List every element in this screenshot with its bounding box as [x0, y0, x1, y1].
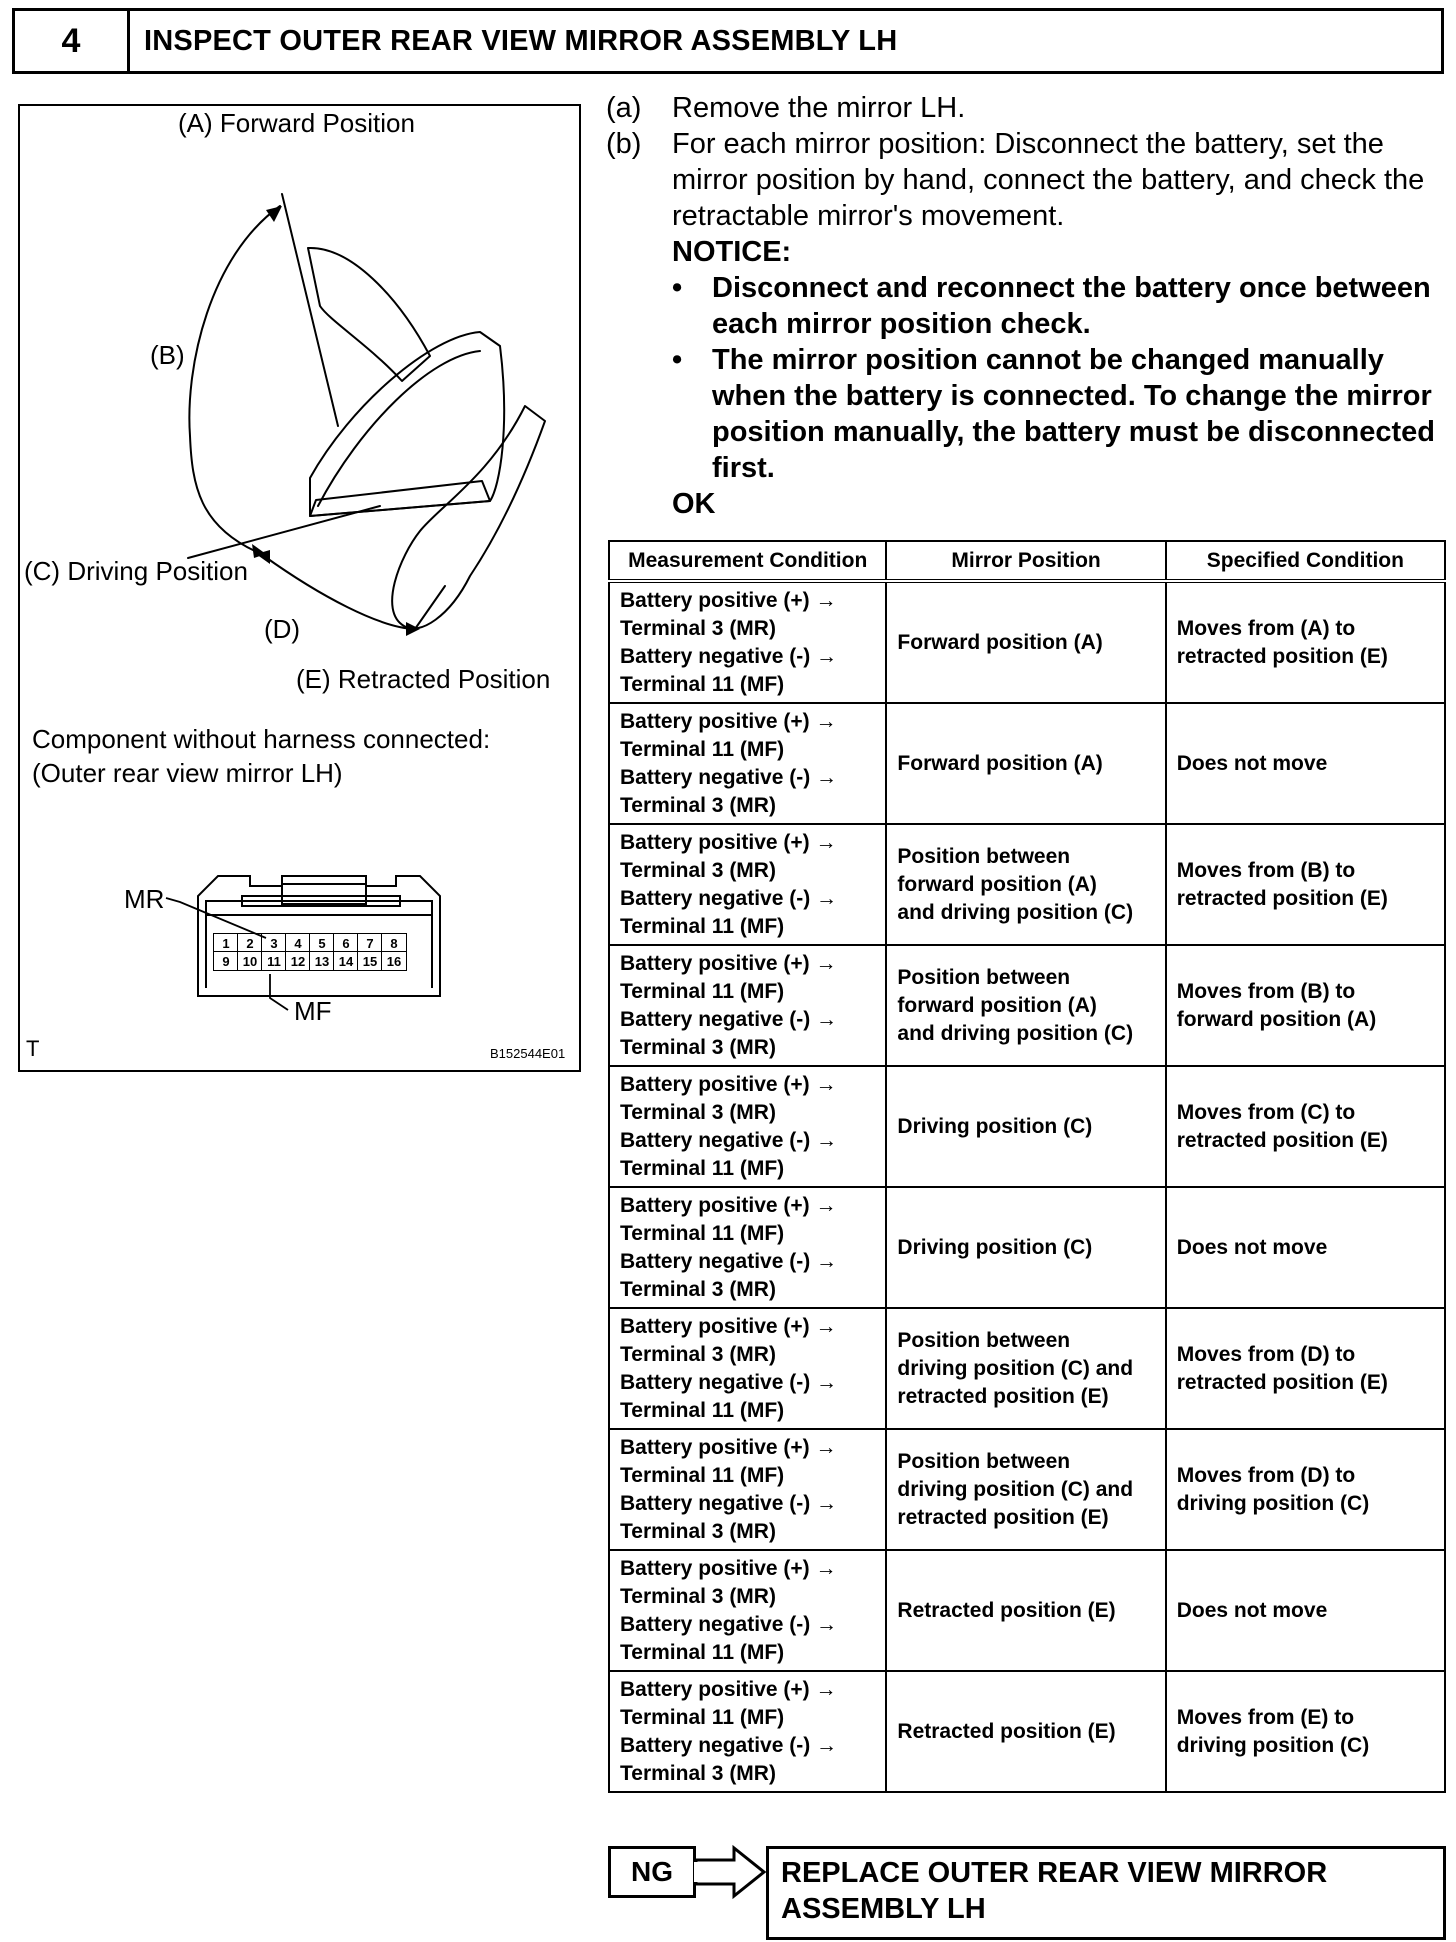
table-row	[609, 1429, 1445, 1550]
cell-line: Battery negative (-) →	[620, 1128, 838, 1152]
label-mf: MF	[294, 996, 332, 1026]
cell-line: Does not move	[1176, 751, 1328, 775]
cell-line: Terminal 11 (MF)	[620, 1640, 785, 1664]
cell-line: Terminal 11 (MF)	[620, 1463, 785, 1487]
header-measurement-condition: Measurement Condition	[609, 541, 886, 581]
pin-12: 12	[285, 951, 311, 971]
cell-line: forward position (A)	[897, 872, 1097, 896]
step-b	[606, 126, 1446, 234]
cell-line: Moves from (E) to	[1176, 1705, 1355, 1729]
cell-line: Battery positive (+) →	[620, 951, 837, 975]
cell-line: Battery negative (-) →	[620, 1249, 838, 1273]
component-caption-line1: Component without harness connected:	[32, 724, 491, 754]
notice-title: NOTICE:	[672, 236, 792, 268]
mirror-position-cell	[886, 824, 1165, 945]
cell-line: driving position (C)	[1176, 1733, 1370, 1757]
cell-line: Battery negative (-) →	[620, 1491, 838, 1515]
cell-line: Terminal 11 (MF)	[620, 672, 785, 696]
cell-line: Terminal 3 (MR)	[620, 1342, 776, 1366]
ng-arrow-icon	[694, 1844, 768, 1900]
cell-line: retracted position (E)	[897, 1384, 1109, 1408]
cell-line: Moves from (A) to	[1176, 616, 1356, 640]
connector-pins	[214, 934, 406, 970]
specification-table	[608, 540, 1446, 1793]
header-mirror-position: Mirror Position	[886, 541, 1165, 581]
mirror-housing-bottom	[392, 406, 545, 629]
label-forward-position: (A) Forward Position	[178, 108, 415, 138]
pin-11: 11	[261, 951, 287, 971]
pin-13: 13	[309, 951, 335, 971]
cell-line: Terminal 3 (MR)	[620, 1277, 776, 1301]
table-row	[609, 945, 1445, 1066]
cell-line: Forward position (A)	[897, 630, 1103, 654]
specified-condition-cell	[1166, 581, 1445, 703]
table-header-row	[609, 541, 1445, 581]
pin-14: 14	[333, 951, 359, 971]
cell-line: Position between	[897, 1449, 1071, 1473]
mirror-position-cell	[886, 703, 1165, 824]
specified-condition-cell	[1166, 1429, 1445, 1550]
mirror-drawing	[20, 106, 583, 1074]
cell-line: Terminal 11 (MF)	[620, 1705, 785, 1729]
pin-7: 7	[357, 933, 383, 953]
driving-position-line	[188, 506, 380, 558]
measurement-condition-cell	[609, 1066, 886, 1187]
pin-4: 4	[285, 933, 311, 953]
ng-action-box	[766, 1846, 1446, 1940]
cell-line: Moves from (C) to	[1176, 1100, 1356, 1124]
table-row	[609, 1671, 1445, 1792]
cell-line: Battery negative (-) →	[620, 1370, 838, 1394]
cell-line: driving position (C) and	[897, 1356, 1134, 1380]
notice-item-text: The mirror position cannot be changed manually when the battery is connected. To change the mirror position manually, the battery must be disconnected first.	[712, 344, 1435, 484]
cell-line: Battery positive (+) →	[620, 709, 837, 733]
component-caption-line2: (Outer rear view mirror LH)	[32, 758, 343, 788]
measurement-condition-cell	[609, 1187, 886, 1308]
cell-line: Does not move	[1176, 1235, 1328, 1259]
cell-line: Battery positive (+) →	[620, 830, 837, 854]
step-a-text: Remove the mirror LH.	[672, 92, 966, 124]
cell-line: retracted position (E)	[1176, 1128, 1388, 1152]
step-number: 4	[15, 11, 130, 71]
mirror-position-cell	[886, 1671, 1165, 1792]
bullet-symbol: •	[672, 272, 683, 304]
mirror-position-cell	[886, 1429, 1165, 1550]
specified-condition-cell	[1166, 824, 1445, 945]
mirror-housing-top	[308, 248, 430, 381]
cell-line: Terminal 3 (MR)	[620, 793, 776, 817]
table-row	[609, 1187, 1445, 1308]
bullet-symbol: •	[672, 344, 683, 376]
cell-line: Battery negative (-) →	[620, 1733, 838, 1757]
cell-line: Does not move	[1176, 1598, 1328, 1622]
cell-line: Battery negative (-) →	[620, 1612, 838, 1636]
measurement-condition-cell	[609, 581, 886, 703]
forward-position-line	[282, 194, 338, 426]
cell-line: Terminal 11 (MF)	[620, 737, 785, 761]
label-retracted-position: (E) Retracted Position	[296, 664, 551, 694]
section-title: INSPECT OUTER REAR VIEW MIRROR ASSEMBLY LH	[144, 24, 898, 57]
cell-line: Battery positive (+) →	[620, 1556, 837, 1580]
cell-line: Forward position (A)	[897, 751, 1103, 775]
mirror-position-cell	[886, 1187, 1165, 1308]
cell-line: Battery negative (-) →	[620, 644, 838, 668]
label-mr: MR	[124, 884, 165, 914]
ng-action-line2: ASSEMBLY LH	[781, 1893, 986, 1925]
label-b: (B)	[150, 340, 185, 370]
measurement-condition-cell	[609, 1671, 886, 1792]
cell-line: Terminal 3 (MR)	[620, 1761, 776, 1785]
label-driving-position: (C) Driving Position	[24, 556, 248, 586]
cell-line: Battery negative (-) →	[620, 765, 838, 789]
cell-line: Terminal 3 (MR)	[620, 1519, 776, 1543]
cell-line: Terminal 3 (MR)	[620, 1584, 776, 1608]
specified-condition-cell	[1166, 1550, 1445, 1671]
pin-3: 3	[261, 933, 287, 953]
pin-9: 9	[213, 951, 239, 971]
table-row	[609, 703, 1445, 824]
cell-line: Driving position (C)	[897, 1114, 1093, 1138]
step-b-text: For each mirror position: Disconnect the battery, set the mirror position by hand, connect the battery, and check the retractable mirror's movement.	[672, 128, 1425, 232]
cell-line: Terminal 3 (MR)	[620, 1035, 776, 1059]
measurement-condition-cell	[609, 945, 886, 1066]
notice-item	[606, 270, 1446, 342]
cell-line: retracted position (E)	[1176, 886, 1388, 910]
cell-line: Terminal 11 (MF)	[620, 979, 785, 1003]
corner-mark: T	[26, 1036, 40, 1061]
pin-6: 6	[333, 933, 359, 953]
cell-line: driving position (C) and	[897, 1477, 1134, 1501]
label-d: (D)	[264, 614, 301, 644]
mirror-position-cell	[886, 1308, 1165, 1429]
ng-action-line1: REPLACE OUTER REAR VIEW MIRROR	[781, 1857, 1328, 1889]
table-row	[609, 1550, 1445, 1671]
figure-code: B152544E01	[490, 1046, 566, 1061]
specified-condition-cell	[1166, 1187, 1445, 1308]
cell-line: and driving position (C)	[897, 900, 1134, 924]
pin-5: 5	[309, 933, 335, 953]
mirror-position-cell	[886, 1066, 1165, 1187]
cell-line: Battery positive (+) →	[620, 588, 837, 612]
specified-condition-cell	[1166, 945, 1445, 1066]
cell-line: Terminal 11 (MF)	[620, 1221, 785, 1245]
step-a	[606, 90, 1446, 126]
notice-item	[606, 342, 1446, 486]
cell-line: Battery positive (+) →	[620, 1193, 837, 1217]
cell-line: Moves from (B) to	[1176, 979, 1356, 1003]
cell-line: Position between	[897, 1328, 1071, 1352]
mirror-base-edge	[310, 481, 490, 516]
pin-8: 8	[381, 933, 407, 953]
cell-line: Position between	[897, 965, 1071, 989]
specified-condition-cell	[1166, 1308, 1445, 1429]
cell-line: forward position (A)	[897, 993, 1097, 1017]
cell-line: Terminal 3 (MR)	[620, 858, 776, 882]
step-a-marker: (a)	[606, 92, 642, 124]
pin-2: 2	[237, 933, 263, 953]
measurement-condition-cell	[609, 1308, 886, 1429]
pin-16: 16	[381, 951, 407, 971]
instructions	[606, 90, 1446, 522]
specified-condition-cell	[1166, 1066, 1445, 1187]
cell-line: retracted position (E)	[1176, 644, 1388, 668]
table-body	[609, 581, 1445, 1792]
cell-line: retracted position (E)	[897, 1505, 1109, 1529]
cell-line: Terminal 3 (MR)	[620, 1100, 776, 1124]
mirror-glass	[310, 332, 504, 516]
cell-line: Moves from (D) to	[1176, 1463, 1356, 1487]
mirror-illustration	[18, 104, 581, 1072]
cell-line: Battery negative (-) →	[620, 886, 838, 910]
cell-line: Battery positive (+) →	[620, 1435, 837, 1459]
cell-line: driving position (C)	[1176, 1491, 1370, 1515]
cell-line: Terminal 11 (MF)	[620, 914, 785, 938]
table-row	[609, 824, 1445, 945]
cell-line: Terminal 3 (MR)	[620, 616, 776, 640]
cell-line: Driving position (C)	[897, 1235, 1093, 1259]
cell-line: Battery negative (-) →	[620, 1007, 838, 1031]
cell-line: retracted position (E)	[1176, 1370, 1388, 1394]
cell-line: Moves from (D) to	[1176, 1342, 1356, 1366]
mirror-position-cell	[886, 945, 1165, 1066]
cell-line: Terminal 11 (MF)	[620, 1156, 785, 1180]
measurement-condition-cell	[609, 1429, 886, 1550]
section-header	[12, 8, 1444, 74]
specified-condition-cell	[1166, 703, 1445, 824]
cell-line: Battery positive (+) →	[620, 1072, 837, 1096]
table-row	[609, 581, 1445, 703]
cell-line: Battery positive (+) →	[620, 1677, 837, 1701]
cell-line: Terminal 11 (MF)	[620, 1398, 785, 1422]
arc-b	[189, 206, 280, 552]
ng-label: NG	[608, 1846, 696, 1898]
cell-line: forward position (A)	[1176, 1007, 1377, 1031]
pin-1: 1	[213, 933, 239, 953]
pin-10: 10	[237, 951, 263, 971]
mirror-position-cell	[886, 1550, 1165, 1671]
header-specified-condition: Specified Condition	[1166, 541, 1445, 581]
cell-line: Retracted position (E)	[897, 1719, 1116, 1743]
cell-line: Retracted position (E)	[897, 1598, 1116, 1622]
step-b-marker: (b)	[606, 128, 642, 160]
measurement-condition-cell	[609, 1550, 886, 1671]
cell-line: Battery positive (+) →	[620, 1314, 837, 1338]
cell-line: Moves from (B) to	[1176, 858, 1356, 882]
measurement-condition-cell	[609, 703, 886, 824]
cell-line: Position between	[897, 844, 1071, 868]
cell-line: and driving position (C)	[897, 1021, 1134, 1045]
ok-text: OK	[672, 488, 716, 520]
measurement-condition-cell	[609, 824, 886, 945]
table-row	[609, 1308, 1445, 1429]
specified-condition-cell	[1166, 1671, 1445, 1792]
mirror-position-cell	[886, 581, 1165, 703]
pin-15: 15	[357, 951, 383, 971]
table-row	[609, 1066, 1445, 1187]
notice-item-text: Disconnect and reconnect the battery once between each mirror position check.	[712, 272, 1431, 340]
